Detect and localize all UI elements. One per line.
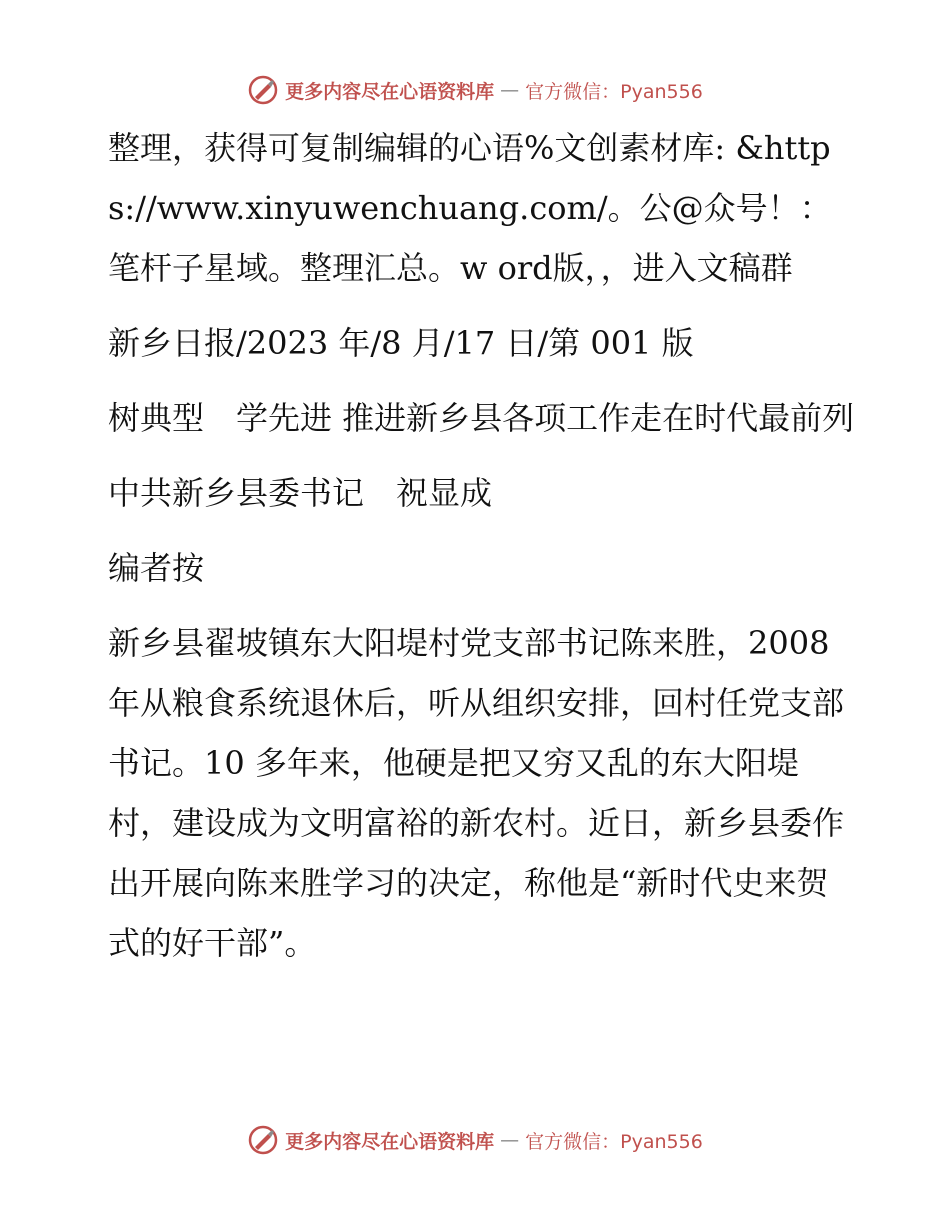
- header-banner-separator: —: [500, 79, 520, 101]
- header-banner-title: 更多内容尽在心语资料库: [285, 80, 495, 103]
- footer-banner: [0, 1120, 950, 1160]
- dateline: 新乡日报/2023 年/8 月/17 日/第 001 版: [108, 324, 694, 362]
- article-body: [98, 118, 858, 988]
- editor-note-label: 编者按: [108, 549, 205, 587]
- editor-note-body: 新乡县翟坡镇东大阳堤村党支部书记陈来胜，2008 年从粮食系统退休后，听从组织安排，回村任党支部书记。10 多年来，他硬是把又穷又乱的东大阳堤村，建设成为文明富裕的新农村。近日，新乡县委作出开展向陈来胜学习的决定，称他是“新时代史来贺式的好干部”。: [108, 624, 845, 962]
- footer-banner-contact: 官方微信：Pyan556: [525, 1130, 703, 1153]
- footer-banner-separator: —: [500, 1129, 520, 1151]
- article-headline: 树典型 学先进 推进新乡县各项工作走在时代最前列: [108, 399, 855, 437]
- pen-logo-icon: [247, 1124, 279, 1156]
- byline: 中共新乡县委书记 祝显成: [108, 474, 493, 512]
- footer-banner-title: 更多内容尽在心语资料库: [285, 1130, 495, 1153]
- header-banner: [0, 70, 950, 110]
- intro-notice: 整理，获得可复制编辑的心语%文创素材库: &https://www.xinyuwenchuang.com/。公@众号！：笔杆子星域。整理汇总。w ord版，，进入文稿群: [108, 129, 832, 287]
- header-banner-contact: 官方微信：Pyan556: [525, 80, 703, 103]
- pen-logo-icon: [247, 74, 279, 106]
